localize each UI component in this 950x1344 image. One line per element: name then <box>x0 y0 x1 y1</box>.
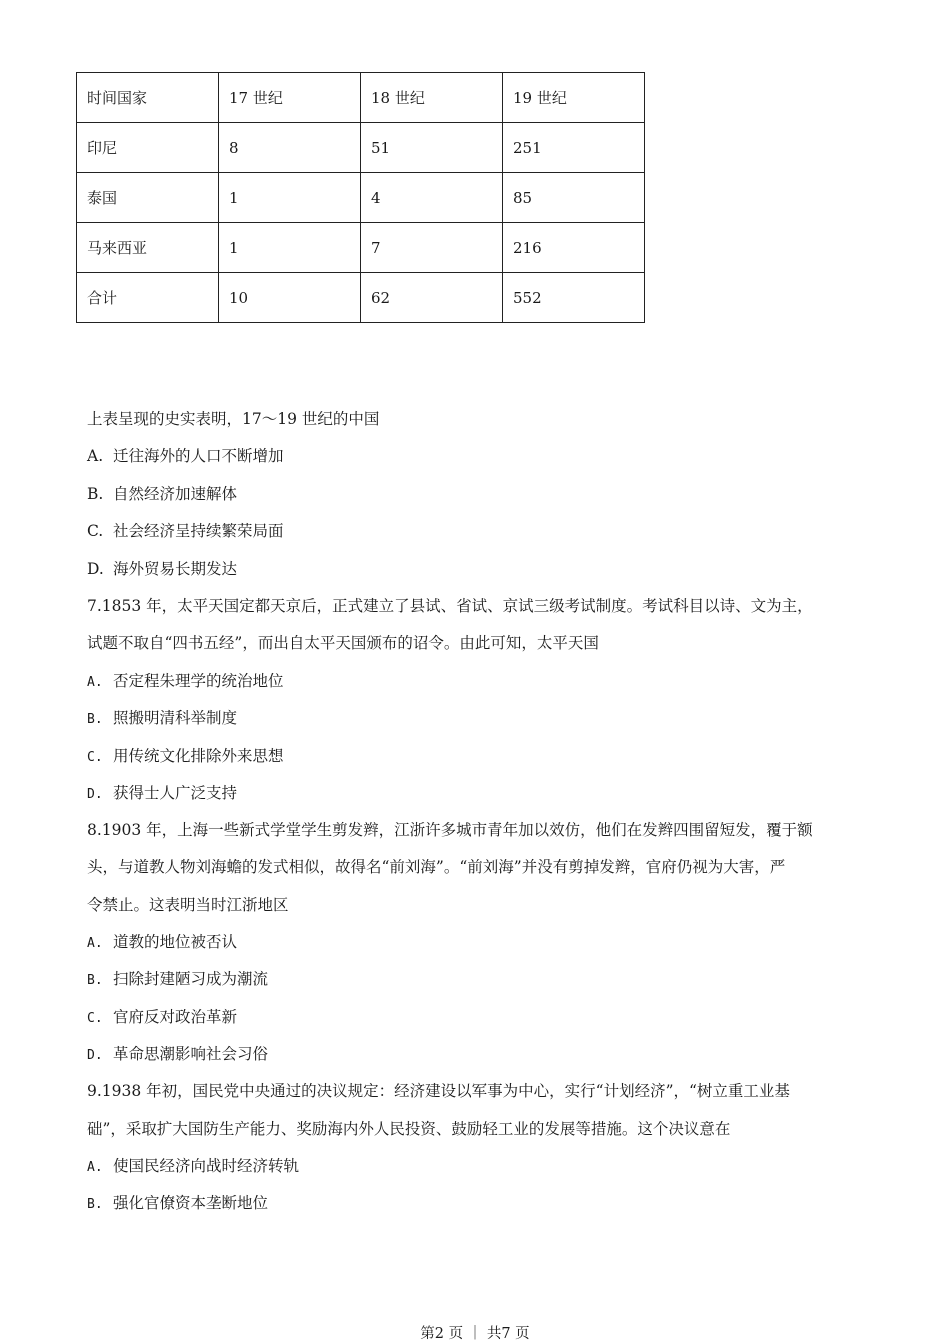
question-stem: 上表呈现的史实表明，17～19 世纪的中国 <box>87 410 380 428</box>
option-a <box>87 446 284 466</box>
option-text: 自然经济加速解体 <box>113 485 238 503</box>
table-row <box>77 273 645 323</box>
table-header-row <box>77 73 645 123</box>
option-text: 照搬明清科举制度 <box>113 709 238 727</box>
option-text: 用传统文化排除外来思想 <box>113 747 284 765</box>
option-text: 官府反对政治革新 <box>113 1008 238 1026</box>
option-c <box>87 1007 237 1029</box>
option-letter: B. <box>87 973 103 988</box>
option-a <box>87 671 284 693</box>
option-letter: D. <box>87 560 104 578</box>
table-header-cell: 时间国家 <box>77 73 219 123</box>
option-letter: A. <box>87 1160 103 1175</box>
table-cell: 552 <box>503 273 645 323</box>
option-text: 道教的地位被否认 <box>113 933 238 951</box>
option-letter: C. <box>87 750 103 765</box>
table-header-cell: 17 世纪 <box>219 73 361 123</box>
table-cell: 10 <box>219 273 361 323</box>
option-a <box>87 1156 299 1178</box>
question-stem-line: 令禁止。这表明当时江浙地区 <box>87 896 289 914</box>
table-cell: 印尼 <box>77 123 219 173</box>
emigration-table <box>76 72 645 323</box>
option-letter: C. <box>87 1011 103 1026</box>
option-a <box>87 932 237 954</box>
question-stem-line: 7.1853 年，太平天国定都天京后，正式建立了县试、省试、京试三级考试制度。考试科目以诗、文为主， <box>87 597 813 615</box>
option-letter: B. <box>87 1197 103 1212</box>
option-b <box>87 708 237 730</box>
option-letter: D. <box>87 1048 103 1063</box>
option-letter: D. <box>87 787 103 802</box>
option-text: 海外贸易长期发达 <box>113 560 238 578</box>
option-b <box>87 969 268 991</box>
table-cell: 8 <box>219 123 361 173</box>
option-letter: A. <box>87 936 103 951</box>
table-cell: 51 <box>361 123 503 173</box>
question-stem-line: 8.1903 年，上海一些新式学堂学生剪发辫，江浙许多城市青年加以效仿，他们在发辫四围留短发，覆于额 <box>87 821 813 839</box>
table-cell: 62 <box>361 273 503 323</box>
option-letter: B. <box>87 485 104 503</box>
option-letter: A. <box>87 675 103 690</box>
question-stem-line: 试题不取自“四书五经”，而出自太平天国颁布的诏令。由此可知，太平天国 <box>87 634 599 652</box>
table-row <box>77 173 645 223</box>
table-cell: 合计 <box>77 273 219 323</box>
table-cell: 1 <box>219 173 361 223</box>
table-cell: 7 <box>361 223 503 273</box>
option-text: 强化官僚资本垄断地位 <box>113 1194 269 1212</box>
table-header-cell: 19 世纪 <box>503 73 645 123</box>
option-letter: C. <box>87 522 104 540</box>
table-cell: 216 <box>503 223 645 273</box>
table-cell: 泰国 <box>77 173 219 223</box>
option-c <box>87 521 284 541</box>
option-text: 社会经济呈持续繁荣局面 <box>113 522 284 540</box>
table-cell: 4 <box>361 173 503 223</box>
table-row <box>77 123 645 173</box>
option-text: 扫除封建陋习成为潮流 <box>113 970 269 988</box>
option-text: 迁往海外的人口不断增加 <box>113 447 284 465</box>
option-b <box>87 1193 268 1215</box>
table-header-cell: 18 世纪 <box>361 73 503 123</box>
option-b <box>87 484 237 504</box>
option-text: 获得士人广泛支持 <box>113 784 238 802</box>
table-cell: 251 <box>503 123 645 173</box>
option-text: 否定程朱理学的统治地位 <box>113 672 284 690</box>
option-d <box>87 1044 268 1066</box>
table-row <box>77 223 645 273</box>
page-footer: 第2 页 ｜ 共7 页 <box>420 1326 530 1342</box>
option-letter: A. <box>87 447 104 465</box>
option-d <box>87 559 237 579</box>
table-cell: 马来西亚 <box>77 223 219 273</box>
table-cell: 85 <box>503 173 645 223</box>
option-letter: B. <box>87 712 103 727</box>
table-cell: 1 <box>219 223 361 273</box>
question-stem-line: 础”，采取扩大国防生产能力、奖励海内外人民投资、鼓励轻工业的发展等措施。这个决议意在 <box>87 1120 731 1138</box>
option-c <box>87 746 284 768</box>
option-text: 革命思潮影响社会习俗 <box>113 1045 269 1063</box>
question-stem-line: 9.1938 年初，国民党中央通过的决议规定：经济建设以军事为中心，实行“计划经济”，“树立重工业基 <box>87 1082 790 1100</box>
question-stem-line: 头，与道教人物刘海蟾的发式相似，故得名“前刘海”。“前刘海”并没有剪掉发辫，官府仍视为大害，严 <box>87 858 786 876</box>
option-d <box>87 783 237 805</box>
option-text: 使国民经济向战时经济转轨 <box>113 1157 300 1175</box>
